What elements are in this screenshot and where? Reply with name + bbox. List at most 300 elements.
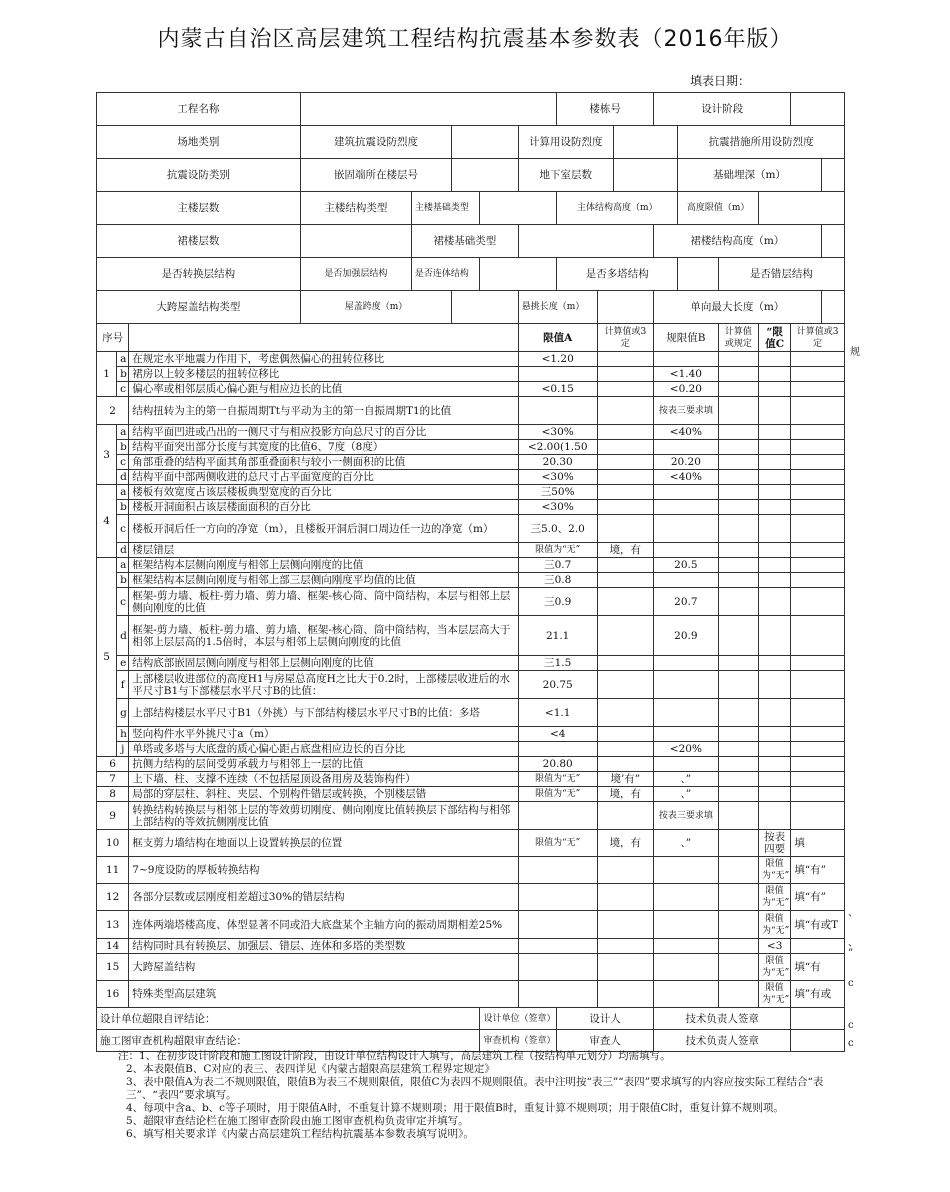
calc-b-cell[interactable] [718, 382, 758, 397]
header-value-cell[interactable] [759, 192, 845, 225]
limit-b-cell [654, 757, 719, 772]
row-number: 10 [97, 830, 129, 857]
calc-c-cell[interactable] [791, 397, 845, 425]
header-value-cell[interactable] [452, 291, 519, 324]
calc-a-cell[interactable] [597, 367, 654, 382]
reviewer-label: 审查人 [557, 1030, 654, 1052]
row-description: 各部分层数或层刚度相差超过30%的错层结构 [129, 884, 519, 911]
table-row [97, 954, 845, 981]
row-description: 连体两端塔楼高度、体型显著不同或沿大底盘某个主轴方向的振动周期相差25% [129, 911, 519, 939]
calc-c-cell[interactable] [791, 802, 845, 830]
row-description: 偏心率或相邻层质心偏心距与相应边长的比值 [129, 382, 519, 397]
row-sub-letter: c [117, 382, 129, 397]
design-seal-label: 设计单位（签章） [480, 1008, 557, 1030]
header-value-cell[interactable] [480, 258, 557, 291]
row-sub-letter: g [117, 699, 129, 727]
limit-b-cell [654, 699, 719, 727]
row-number: 5 [97, 558, 117, 757]
calc-a-cell[interactable] [597, 911, 654, 939]
col-header-blank [129, 324, 519, 352]
header-label: 是否转换层结构 [97, 258, 301, 291]
header-row [97, 192, 845, 225]
calc-a-cell[interactable] [597, 558, 654, 573]
header-label: 裙楼结构高度（m） [654, 225, 822, 258]
calc-c-cell[interactable] [791, 787, 845, 802]
limit-a-cell [518, 954, 597, 981]
calc-a-cell[interactable]: 境’有” [597, 772, 654, 787]
calc-c-cell[interactable] [791, 543, 845, 558]
calc-c-cell[interactable]: 填 [791, 830, 845, 857]
limit-c-cell: 限值为“无” [759, 911, 791, 939]
limit-c-cell [759, 382, 791, 397]
row-description: 特殊类型高层建筑 [129, 981, 519, 1008]
col-header-calc-b: 计算值或规定 [718, 324, 758, 352]
calc-a-cell[interactable] [597, 757, 654, 772]
row-description: 结构平面中部两侧收进的总尺寸占平面宽度的百分比 [129, 470, 519, 485]
header-label: 建筑抗震设防烈度 [300, 126, 451, 159]
limit-b-cell: 按表三要求填 [654, 802, 719, 830]
row-sub-letter: d [117, 616, 129, 656]
header-value-cell[interactable] [821, 291, 844, 324]
header-value-cell[interactable] [597, 291, 654, 324]
limit-c-cell [759, 352, 791, 367]
signature-cell[interactable] [791, 1030, 845, 1052]
calc-c-cell[interactable] [791, 588, 845, 616]
calc-a-cell[interactable] [597, 455, 654, 470]
calc-a-cell[interactable] [597, 671, 654, 699]
row-number: 16 [97, 981, 129, 1008]
table-row [97, 911, 845, 939]
limit-c-cell: <3 [759, 939, 791, 954]
calc-a-cell[interactable] [597, 954, 654, 981]
col-header-limit-c: “限值C [759, 324, 791, 352]
header-row [97, 291, 845, 324]
calc-b-cell[interactable] [718, 727, 758, 742]
calc-a-cell[interactable] [597, 727, 654, 742]
row-description: 框架结构本层侧向刚度与相邻上部三层侧向刚度平均值的比值 [129, 573, 519, 588]
calc-b-cell[interactable] [718, 981, 758, 1008]
header-value-cell[interactable] [821, 159, 844, 192]
table-row [97, 397, 845, 425]
limit-a-cell: 20.75 [518, 671, 597, 699]
limit-c-cell [759, 440, 791, 455]
table-row [97, 802, 845, 830]
header-row [97, 225, 845, 258]
limit-c-cell [759, 616, 791, 656]
calc-b-cell[interactable] [718, 616, 758, 656]
calc-c-cell[interactable]: 填“有 [791, 954, 845, 981]
row-description: 上下墙、柱、支撑不连续（不包括屋顶设备用房及装饰构件） [129, 772, 519, 787]
limit-b-cell: <0.20 [654, 382, 719, 397]
limit-c-cell [759, 588, 791, 616]
limit-c-cell [759, 757, 791, 772]
calc-c-cell[interactable] [791, 367, 845, 382]
calc-c-cell[interactable] [791, 656, 845, 671]
footer-section [97, 1008, 845, 1052]
calc-b-cell[interactable] [718, 558, 758, 573]
calc-c-cell[interactable] [791, 757, 845, 772]
calc-b-cell[interactable] [718, 830, 758, 857]
limit-c-cell [759, 470, 791, 485]
limit-b-cell [654, 727, 719, 742]
calc-a-cell[interactable] [597, 616, 654, 656]
calc-b-cell[interactable] [718, 440, 758, 455]
calc-c-cell[interactable] [791, 671, 845, 699]
header-label: 计算用设防烈度 [518, 126, 613, 159]
calc-b-cell[interactable] [718, 787, 758, 802]
header-value-cell[interactable] [452, 159, 519, 192]
header-value-cell[interactable] [480, 192, 557, 225]
calc-a-cell[interactable] [597, 470, 654, 485]
limit-c-cell: 限值为“无” [759, 857, 791, 884]
side-mark: c [848, 1020, 854, 1031]
row-description: 楼板开洞后任一方向的净宽（m），且楼板开洞后洞口周边任一边的净宽（m） [129, 515, 519, 543]
limit-a-cell: 三0.7 [518, 558, 597, 573]
limit-a-cell: <30% [518, 425, 597, 440]
row-sub-letter: a [117, 485, 129, 500]
header-value-cell[interactable] [678, 258, 718, 291]
calc-c-cell[interactable] [791, 939, 845, 954]
limit-b-cell: 20.7 [654, 588, 719, 616]
calc-c-cell[interactable]: 填“有” [791, 884, 845, 911]
header-label: 裙楼基础类型 [411, 225, 518, 258]
header-label: 工程名称 [97, 93, 301, 126]
row-description: 结构平面突出部分长度与其宽度的比值6、7度（8度） [129, 440, 519, 455]
calc-c-cell[interactable] [791, 727, 845, 742]
calc-c-cell[interactable]: 填“有或T [791, 911, 845, 939]
calc-c-cell[interactable] [791, 772, 845, 787]
limit-b-cell [654, 911, 719, 939]
calc-a-cell[interactable] [597, 485, 654, 500]
calc-c-cell[interactable] [791, 515, 845, 543]
row-description: 竖向构件水平外挑尺寸a（m） [129, 727, 519, 742]
header-label: 地下室层数 [518, 159, 613, 192]
table-row [97, 939, 845, 954]
header-label: 基础埋深（m） [678, 159, 821, 192]
table-row [97, 425, 845, 440]
table-row [97, 500, 845, 515]
rows-section [97, 352, 845, 1008]
side-mark: c [848, 1038, 854, 1049]
calc-b-cell[interactable] [718, 455, 758, 470]
limit-a-cell: <0.15 [518, 382, 597, 397]
calc-a-cell[interactable] [597, 515, 654, 543]
row-number: 4 [97, 485, 117, 558]
row-description: 结构平面凹进或凸出的一侧尺寸与相应投影方向总尺寸的百分比 [129, 425, 519, 440]
header-label: 楼栋号 [557, 93, 654, 126]
calc-a-cell[interactable] [597, 397, 654, 425]
calc-a-cell[interactable] [597, 884, 654, 911]
calc-c-cell[interactable] [791, 352, 845, 367]
limit-b-cell [654, 939, 719, 954]
row-sub-letter: b [117, 440, 129, 455]
table-row [97, 440, 845, 455]
note-item: 6、填写相关要求详《内蒙古高层建筑工程结构抗震基本参数表填写说明》。 [126, 1128, 474, 1140]
row-number: 1 [97, 352, 117, 397]
header-label: 屋盖跨度（m） [300, 291, 451, 324]
calc-c-cell[interactable] [791, 558, 845, 573]
calc-c-cell[interactable] [791, 616, 845, 656]
limit-a-cell: 限值为“无” [518, 787, 597, 802]
calc-b-cell[interactable] [718, 588, 758, 616]
calc-b-cell[interactable] [718, 367, 758, 382]
row-sub-letter: j [117, 742, 129, 757]
row-description: 结构同时具有转换层、加强层、错层、连体和多塔的类型数 [129, 939, 519, 954]
limit-a-cell [518, 742, 597, 757]
signature-cell[interactable] [791, 1008, 845, 1030]
row-sub-letter: a [117, 425, 129, 440]
calc-b-cell[interactable] [718, 500, 758, 515]
tech-lead-label: 技术负责人签章 [654, 1008, 791, 1030]
header-label: 主楼基础类型 [411, 192, 480, 225]
header-label: 抗震设防类别 [97, 159, 301, 192]
limit-a-cell: 20.80 [518, 757, 597, 772]
calc-a-cell[interactable] [597, 699, 654, 727]
limit-a-cell [518, 911, 597, 939]
row-description: 结构扭转为主的第一自振周期Tt与平动为主的第一自振周期T1的比值 [129, 397, 519, 425]
calc-b-cell[interactable] [718, 573, 758, 588]
limit-b-cell: 、” [654, 830, 719, 857]
limit-c-cell [759, 515, 791, 543]
row-sub-letter: a [117, 558, 129, 573]
limit-c-cell [759, 500, 791, 515]
calc-a-cell[interactable] [597, 742, 654, 757]
header-label: 主楼层数 [97, 192, 301, 225]
limit-c-cell: 限值为“无” [759, 884, 791, 911]
calc-b-cell[interactable] [718, 397, 758, 425]
header-value-cell[interactable] [613, 126, 678, 159]
calc-a-cell[interactable]: 境，有 [597, 830, 654, 857]
construction-review-label: 施工图审查机构超限审查结论： [97, 1030, 480, 1052]
calc-c-cell[interactable] [791, 382, 845, 397]
header-value-cell[interactable] [300, 225, 411, 258]
limit-c-cell [759, 742, 791, 757]
calc-b-cell[interactable] [718, 802, 758, 830]
col-header-limit-b: 规限值B [654, 324, 719, 352]
limit-a-cell [518, 939, 597, 954]
table-row [97, 757, 845, 772]
row-number: 13 [97, 911, 129, 939]
page-title: 内蒙古自治区高层建筑工程结构抗震基本参数表（2016年版） [157, 27, 793, 52]
calc-b-cell[interactable] [718, 742, 758, 757]
row-sub-letter: d [117, 543, 129, 558]
side-mark: 、 [848, 908, 858, 919]
calc-c-cell[interactable]: 填“有” [791, 857, 845, 884]
row-description: 框架-剪力墙、板柱-剪力墙、剪力墙、框架-核心筒、筒中筒结构，本层与相邻上层侧向刚度的比值 [129, 588, 519, 616]
table-row [97, 727, 845, 742]
row-sub-letter: b [117, 500, 129, 515]
calc-a-cell[interactable] [597, 573, 654, 588]
header-row [97, 93, 845, 126]
header-label: 裙楼层数 [97, 225, 301, 258]
calc-b-cell[interactable] [718, 352, 758, 367]
side-mark: 、 [848, 938, 858, 949]
row-sub-letter: h [117, 727, 129, 742]
col-header-calc-a: 计算值或3定 [597, 324, 654, 352]
table-row [97, 830, 845, 857]
limit-b-cell: 20.5 [654, 558, 719, 573]
calc-a-cell[interactable] [597, 440, 654, 455]
calc-c-cell[interactable]: 填”有或 [791, 981, 845, 1008]
notes-section [118, 1050, 858, 1141]
limit-a-cell: 21.1 [518, 616, 597, 656]
calc-b-cell[interactable] [718, 757, 758, 772]
table-row [97, 558, 845, 573]
table-row [97, 543, 845, 558]
header-row [97, 159, 845, 192]
row-number: 3 [97, 425, 117, 485]
calc-a-cell[interactable] [597, 802, 654, 830]
row-description: 楼板有效宽度占该层楼板典型宽度的百分比 [129, 485, 519, 500]
limit-a-cell: 三0.8 [518, 573, 597, 588]
row-description: 框架-剪力墙、板柱-剪力墙、剪力墙、框架-核心筒、筒中筒结构，当本层层高大于相邻上层层高的1.5倍时，本层与相邻上层侧向刚度的比值 [129, 616, 519, 656]
fill-date-label: 填表日期： [690, 74, 751, 88]
calc-b-cell[interactable] [718, 954, 758, 981]
header-label: 大跨屋盖结构类型 [97, 291, 301, 324]
limit-a-cell: 限值为“无” [518, 830, 597, 857]
row-sub-letter: c [117, 515, 129, 543]
limit-c-cell [759, 485, 791, 500]
limit-b-cell: <20% [654, 742, 719, 757]
row-number: 9 [97, 802, 129, 830]
calc-b-cell[interactable] [718, 543, 758, 558]
row-number: 8 [97, 787, 129, 802]
table-row [97, 588, 845, 616]
calc-b-cell[interactable] [718, 671, 758, 699]
calc-a-cell[interactable] [597, 382, 654, 397]
limit-a-cell: <1.1 [518, 699, 597, 727]
header-row [97, 126, 845, 159]
limit-c-cell [759, 802, 791, 830]
calc-c-cell[interactable] [791, 573, 845, 588]
limit-a-cell: <4 [518, 727, 597, 742]
calc-a-cell[interactable]: 境，有 [597, 543, 654, 558]
limit-b-cell [654, 543, 719, 558]
table-row [97, 699, 845, 727]
calc-b-cell[interactable] [718, 515, 758, 543]
col-header-seq: 序号 [97, 324, 129, 352]
calc-a-cell[interactable]: 境，有 [597, 787, 654, 802]
header-value-cell[interactable] [613, 159, 678, 192]
row-number: 15 [97, 954, 129, 981]
calc-c-cell[interactable] [791, 425, 845, 440]
row-description: 框架结构本层侧向刚度与相邻上层侧向刚度的比值 [129, 558, 519, 573]
limit-b-cell [654, 352, 719, 367]
row-sub-letter: b [117, 573, 129, 588]
limit-c-cell [759, 543, 791, 558]
side-mark: ” [848, 948, 854, 959]
calc-a-cell[interactable] [597, 500, 654, 515]
calc-b-cell[interactable] [718, 699, 758, 727]
limit-b-cell [654, 500, 719, 515]
header-value-cell[interactable] [791, 93, 845, 126]
parameter-table [96, 92, 845, 1052]
calc-b-cell[interactable] [718, 485, 758, 500]
limit-c-cell [759, 367, 791, 382]
calc-b-cell[interactable] [718, 884, 758, 911]
calc-c-cell[interactable] [791, 742, 845, 757]
limit-b-cell [654, 485, 719, 500]
calc-a-cell[interactable] [597, 425, 654, 440]
limit-c-cell [759, 671, 791, 699]
header-value-cell[interactable] [518, 225, 653, 258]
table-row [97, 742, 845, 757]
calc-a-cell[interactable] [597, 939, 654, 954]
calc-b-cell[interactable] [718, 939, 758, 954]
calc-c-cell[interactable] [791, 485, 845, 500]
limit-a-cell: <30% [518, 500, 597, 515]
limit-b-cell [654, 857, 719, 884]
header-label: 高度限值（m） [678, 192, 759, 225]
limit-a-cell: 三5.0、2.0 [518, 515, 597, 543]
note-item: 注：1、在初步设计阶段和施工图设计阶段，由设计单位结构设计人填写，高层建筑工程（按结构单元划分）均需填写。 [118, 1050, 671, 1062]
header-label: 设计阶段 [654, 93, 791, 126]
header-label: 悬挑长度（m） [518, 291, 597, 324]
limit-b-cell [654, 440, 719, 455]
calc-b-cell[interactable] [718, 911, 758, 939]
limit-c-cell: 按表四要 [759, 830, 791, 857]
limit-a-cell: 三50% [518, 485, 597, 500]
row-sub-letter: b [117, 367, 129, 382]
calc-c-cell[interactable] [791, 440, 845, 455]
calc-c-cell[interactable] [791, 500, 845, 515]
calc-a-cell[interactable] [597, 352, 654, 367]
table-row [97, 772, 845, 787]
header-value-cell[interactable] [452, 126, 519, 159]
table-row [97, 616, 845, 656]
calc-c-cell[interactable] [791, 470, 845, 485]
note-item: 5、超限审查结论栏在施工图审查阶段由施工图审查机构负责审定并填写。 [126, 1115, 469, 1127]
footer-row [97, 1030, 845, 1052]
row-description: 7~9度设防的厚板转换结构 [129, 857, 519, 884]
limit-a-cell: 三0.9 [518, 588, 597, 616]
row-sub-letter: e [117, 656, 129, 671]
row-number: 12 [97, 884, 129, 911]
header-value-cell[interactable] [821, 225, 844, 258]
limit-a-cell: 20.30 [518, 455, 597, 470]
calc-b-cell[interactable] [718, 425, 758, 440]
note-item: 4、每项中含a、b、c等子项时，用于限值A时，不重复计算不规则项；用于限值B时，重复计算不规则项；用于限值C时，重复计算不规则项。 [126, 1102, 784, 1114]
row-sub-letter: a [117, 352, 129, 367]
header-label: 是否错层结构 [718, 258, 844, 291]
calc-c-cell[interactable] [791, 699, 845, 727]
table-row [97, 671, 845, 699]
limit-c-cell [759, 772, 791, 787]
tech-lead-label-2: 技术负责人签章 [654, 1030, 791, 1052]
row-description: 局部的穿层柱、斜柱、夹层、个别构件错层或转换，个别楼层错 [129, 787, 519, 802]
calc-c-cell[interactable] [791, 455, 845, 470]
calc-b-cell[interactable] [718, 470, 758, 485]
row-sub-letter: c [117, 588, 129, 616]
row-description: 大跨屋盖结构 [129, 954, 519, 981]
calc-a-cell[interactable] [597, 981, 654, 1008]
row-description: 楼板开洞面积占该层楼面面积的百分比 [129, 500, 519, 515]
header-value-cell[interactable] [300, 93, 556, 126]
calc-a-cell[interactable] [597, 588, 654, 616]
calc-a-cell[interactable] [597, 656, 654, 671]
calc-a-cell[interactable] [597, 857, 654, 884]
row-description: 裙房以上较多楼层的扭转位移比 [129, 367, 519, 382]
note-item: 2、本表限值B、C对应的表三、表四详见《内蒙古超限高层建筑工程界定规定》 [126, 1063, 495, 1075]
calc-b-cell[interactable] [718, 857, 758, 884]
table-row [97, 857, 845, 884]
row-description: 单塔或多塔与大底盘的质心偏心距占底盘相应边长的百分比 [129, 742, 519, 757]
calc-b-cell[interactable] [718, 656, 758, 671]
row-number: 14 [97, 939, 129, 954]
calc-b-cell[interactable] [718, 772, 758, 787]
limit-c-cell [759, 699, 791, 727]
table-row [97, 455, 845, 470]
